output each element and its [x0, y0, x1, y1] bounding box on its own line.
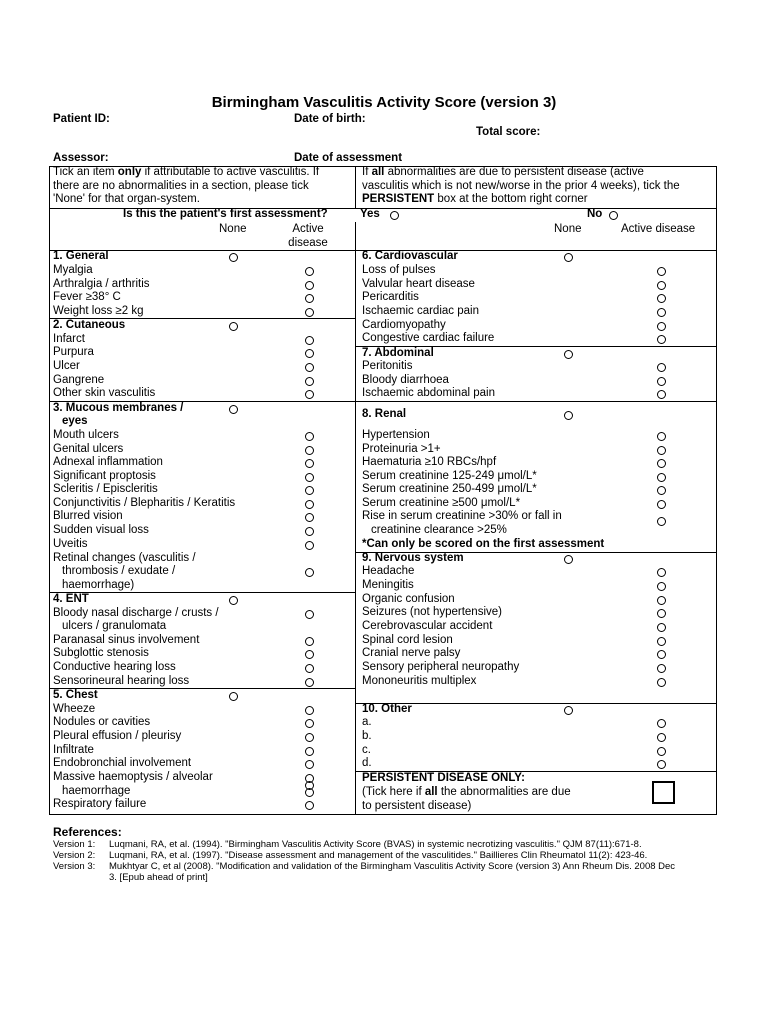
- item-infarct: Infarct: [53, 333, 85, 345]
- item-endobronchial-involvement: Endobronchial involvement: [53, 757, 192, 769]
- none-radio-4-ent[interactable]: [229, 596, 238, 605]
- none-radio-2-cutaneous[interactable]: [229, 322, 238, 331]
- item-blurred-vision: Blurred vision: [53, 510, 123, 522]
- persistent-text: (Tick here if all the abnormalities are due to persistent disease): [362, 786, 571, 812]
- item-genital-ulcers: Genital ulcers: [53, 443, 124, 455]
- active-radio-organic-confusion[interactable]: [657, 596, 666, 605]
- item-ulcers-granulomata: ulcers / granulomata: [62, 620, 167, 632]
- item-cranial-nerve-palsy: Cranial nerve palsy: [362, 647, 461, 659]
- reference-item: Version 3: Mukhtyar C, et al (2008). "Modification and validation of the Birmingham Vasculitis Activity Score (version 3) Ann Rheum Dis. 2008 Dec: [53, 861, 676, 872]
- none-radio-6-cardiovascular[interactable]: [564, 253, 573, 262]
- active-radio-adnexal-inflammation[interactable]: [305, 459, 314, 468]
- item-ulcer: Ulcer: [53, 360, 80, 372]
- active-radio-genital-ulcers[interactable]: [305, 446, 314, 455]
- active-radio-other-skin-vasculitis[interactable]: [305, 390, 314, 399]
- item-haematuria-10-rbcs-hpf: Haematuria ≥10 RBCs/hpf: [362, 456, 497, 468]
- active-radio-cardiomyopathy[interactable]: [657, 322, 666, 331]
- active-radio-b[interactable]: [657, 733, 666, 742]
- active-radio-proteinuria-1[interactable]: [657, 446, 666, 455]
- first-assessment-yes-label: Yes: [360, 208, 380, 220]
- item-congestive-cardiac-failure: Congestive cardiac failure: [362, 332, 495, 344]
- left-active-header: Active disease: [288, 223, 328, 249]
- section-title-4-ent: 4. ENT: [53, 593, 89, 605]
- item-retinal-changes-vasculitis: Retinal changes (vasculitis /: [53, 552, 196, 564]
- active-radio-a[interactable]: [657, 719, 666, 728]
- item-bloody-diarrhoea: Bloody diarrhoea: [362, 374, 449, 386]
- active-radio-mononeuritis-multiplex[interactable]: [657, 678, 666, 687]
- item-myalgia: Myalgia: [53, 264, 93, 276]
- none-radio-8-renal[interactable]: [564, 411, 573, 420]
- item-creatinine-clearance-25: creatinine clearance >25%: [371, 524, 507, 536]
- item-haemorrhage: haemorrhage): [62, 579, 135, 591]
- date-assessment-label: Date of assessment: [294, 152, 403, 164]
- item-cardiomyopathy: Cardiomyopathy: [362, 319, 446, 331]
- active-radio-peritonitis[interactable]: [657, 363, 666, 372]
- left-none-header: None: [219, 223, 247, 235]
- active-radio-uveitis[interactable]: [305, 541, 314, 550]
- persistent-title: PERSISTENT DISEASE ONLY:: [362, 772, 525, 784]
- active-radio-congestive-cardiac-failure[interactable]: [657, 335, 666, 344]
- active-radio-serum-creatinine-500-mol-l[interactable]: [657, 500, 666, 509]
- item-respiratory-failure: Respiratory failure: [53, 798, 147, 810]
- section-title-continued: eyes: [62, 415, 88, 427]
- item-subglottic-stenosis: Subglottic stenosis: [53, 647, 149, 659]
- item-infiltrate: Infiltrate: [53, 744, 94, 756]
- item-uveitis: Uveitis: [53, 538, 88, 550]
- item-seizures-not-hypertensive: Seizures (not hypertensive): [362, 606, 502, 618]
- item-weight-loss-2-kg: Weight loss ≥2 kg: [53, 305, 144, 317]
- active-radio-gangrene[interactable]: [305, 377, 314, 386]
- item-wheeze: Wheeze: [53, 703, 96, 715]
- active-radio-sudden-visual-loss[interactable]: [305, 527, 314, 536]
- active-radio-bloody-nasal-discharge-crusts[interactable]: [305, 610, 314, 619]
- active-radio-significant-proptosis[interactable]: [305, 473, 314, 482]
- active-radio-paranasal-sinus-involvement[interactable]: [305, 637, 314, 646]
- active-radio-nodules-or-cavities[interactable]: [305, 719, 314, 728]
- item-conjunctivitis-blepharitis-keratitis: Conjunctivitis / Blepharitis / Keratitis: [53, 497, 236, 509]
- active-radio-meningitis[interactable]: [657, 582, 666, 591]
- none-radio-3-mucous-membranes[interactable]: [229, 405, 238, 414]
- active-radio-spinal-cord-lesion[interactable]: [657, 637, 666, 646]
- active-radio-d[interactable]: [657, 760, 666, 769]
- item-sudden-visual-loss: Sudden visual loss: [53, 524, 149, 536]
- item-rise-in-serum-creatinine-30-or-fall-in: Rise in serum creatinine >30% or fall in: [362, 510, 562, 522]
- first-assessment-question: Is this the patient's first assessment?: [123, 208, 328, 220]
- item-gangrene: Gangrene: [53, 374, 105, 386]
- item-arthralgia-arthritis: Arthralgia / arthritis: [53, 278, 150, 290]
- active-radio-haematuria-10-rbcs-hpf[interactable]: [657, 459, 666, 468]
- active-radio-fever-38-c[interactable]: [305, 294, 314, 303]
- section-title-1-general: 1. General: [53, 250, 109, 262]
- renal-note: *Can only be scored on the first assessment: [362, 538, 605, 550]
- item-pleural-effusion-pleurisy: Pleural effusion / pleurisy: [53, 730, 182, 742]
- item-other-skin-vasculitis: Other skin vasculitis: [53, 387, 156, 399]
- active-radio-subglottic-stenosis[interactable]: [305, 650, 314, 659]
- item-meningitis: Meningitis: [362, 579, 414, 591]
- item-mouth-ulcers: Mouth ulcers: [53, 429, 119, 441]
- active-radio-sensorineural-hearing-loss[interactable]: [305, 678, 314, 687]
- section-title-6-cardiovascular: 6. Cardiovascular: [362, 250, 458, 262]
- section-title-3-mucous-membranes: 3. Mucous membranes /: [53, 402, 184, 414]
- active-radio-scleritis-episcleritis[interactable]: [305, 486, 314, 495]
- first-assessment-no-radio[interactable]: [609, 211, 618, 220]
- item-valvular-heart-disease: Valvular heart disease: [362, 278, 475, 290]
- item-pericarditis: Pericarditis: [362, 291, 419, 303]
- active-radio-respiratory-failure[interactable]: [305, 801, 314, 810]
- active-radio-conductive-hearing-loss[interactable]: [305, 664, 314, 673]
- item-significant-proptosis: Significant proptosis: [53, 470, 156, 482]
- item-c: c.: [362, 744, 371, 756]
- chest-massive-haemoptysis-circle-2[interactable]: [305, 781, 314, 790]
- instructions-right: If all abnormalities are due to persistent disease (active vasculitis which is not new/worse in the prior 4 weeks), tick the PERSISTENT box at the bottom right corner: [362, 166, 680, 206]
- item-peritonitis: Peritonitis: [362, 360, 413, 372]
- active-radio-purpura[interactable]: [305, 349, 314, 358]
- first-assessment-yes-radio[interactable]: [390, 211, 399, 220]
- item-paranasal-sinus-involvement: Paranasal sinus involvement: [53, 634, 200, 646]
- right-active-header: Active disease: [621, 223, 696, 235]
- active-radio-seizures-not-hypertensive[interactable]: [657, 609, 666, 618]
- active-radio-hypertension[interactable]: [657, 432, 666, 441]
- total-score-label: Total score:: [476, 126, 541, 138]
- item-adnexal-inflammation: Adnexal inflammation: [53, 456, 163, 468]
- item-proteinuria-1: Proteinuria >1+: [362, 443, 441, 455]
- item-organic-confusion: Organic confusion: [362, 593, 455, 605]
- item-purpura: Purpura: [53, 346, 94, 358]
- assessor-label: Assessor:: [53, 152, 109, 164]
- item-hypertension: Hypertension: [362, 429, 430, 441]
- item-ischaemic-cardiac-pain: Ischaemic cardiac pain: [362, 305, 479, 317]
- section-title-5-chest: 5. Chest: [53, 689, 98, 701]
- item-haemorrhage: haemorrhage: [62, 785, 131, 797]
- references-title: References:: [53, 825, 122, 839]
- active-radio-infiltrate[interactable]: [305, 747, 314, 756]
- references-list: [53, 839, 675, 883]
- reference-item: 3. [Epub ahead of print]: [109, 872, 208, 883]
- item-serum-creatinine-250-499-mol-l: Serum creatinine 250-499 μmol/L*: [362, 483, 537, 495]
- persistent-checkbox[interactable]: [652, 781, 675, 804]
- active-radio-pericarditis[interactable]: [657, 294, 666, 303]
- active-radio-mouth-ulcers[interactable]: [305, 432, 314, 441]
- active-radio-myalgia[interactable]: [305, 267, 314, 276]
- active-radio-ischaemic-abdominal-pain[interactable]: [657, 390, 666, 399]
- item-nodules-or-cavities: Nodules or cavities: [53, 716, 151, 728]
- item-bloody-nasal-discharge-crusts: Bloody nasal discharge / crusts /: [53, 607, 219, 619]
- active-radio-serum-creatinine-125-249-mol-l[interactable]: [657, 473, 666, 482]
- active-radio-cranial-nerve-palsy[interactable]: [657, 650, 666, 659]
- patient-id-label: Patient ID:: [53, 113, 110, 125]
- none-radio-1-general[interactable]: [229, 253, 238, 262]
- active-radio-thrombosis-exudate[interactable]: [305, 568, 314, 577]
- item-thrombosis-exudate: thrombosis / exudate /: [62, 565, 176, 577]
- active-radio-weight-loss-2-kg[interactable]: [305, 308, 314, 317]
- none-radio-5-chest[interactable]: [229, 692, 238, 701]
- none-radio-10-other[interactable]: [564, 706, 573, 715]
- none-radio-7-abdominal[interactable]: [564, 350, 573, 359]
- active-radio-wheeze[interactable]: [305, 706, 314, 715]
- active-radio-headache[interactable]: [657, 568, 666, 577]
- active-radio-cerebrovascular-accident[interactable]: [657, 623, 666, 632]
- item-serum-creatinine-500-mol-l: Serum creatinine ≥500 μmol/L*: [362, 497, 521, 509]
- renal-creatinine-rise-circle[interactable]: [657, 517, 666, 526]
- section-title-9-nervous-system: 9. Nervous system: [362, 552, 464, 564]
- reference-item: Version 2: Luqmani, RA, et al. (1997). "Disease assessment and management of the vasculitides." Baillieres Clin Rheumatol 11(2): 423-46.: [53, 850, 648, 861]
- item-cerebrovascular-accident: Cerebrovascular accident: [362, 620, 493, 632]
- reference-item: Version 1: Luqmani, RA, et al. (1994). "Birmingham Vasculitis Activity Score (BVAS) in systemic necrotizing vasculitis." QJM 87(11):671-8.: [53, 839, 642, 850]
- active-radio-endobronchial-involvement[interactable]: [305, 760, 314, 769]
- page-title: Birmingham Vasculitis Activity Score (version 3): [211, 94, 557, 111]
- section-title-8-renal: 8. Renal: [362, 408, 407, 420]
- active-radio-bloody-diarrhoea[interactable]: [657, 377, 666, 386]
- dob-label: Date of birth:: [294, 113, 366, 125]
- item-sensorineural-hearing-loss: Sensorineural hearing loss: [53, 675, 190, 687]
- item-serum-creatinine-125-249-mol-l: Serum creatinine 125-249 μmol/L*: [362, 470, 537, 482]
- section-title-10-other: 10. Other: [362, 703, 412, 715]
- section-title-7-abdominal: 7. Abdominal: [362, 347, 434, 359]
- item-spinal-cord-lesion: Spinal cord lesion: [362, 634, 453, 646]
- active-radio-c[interactable]: [657, 747, 666, 756]
- active-radio-pleural-effusion-pleurisy[interactable]: [305, 733, 314, 742]
- item-mononeuritis-multiplex: Mononeuritis multiplex: [362, 675, 477, 687]
- first-assessment-no-label: No: [587, 208, 603, 220]
- item-d: d.: [362, 757, 372, 769]
- item-massive-haemoptysis-alveolar: Massive haemoptysis / alveolar: [53, 771, 213, 783]
- active-radio-ischaemic-cardiac-pain[interactable]: [657, 308, 666, 317]
- active-radio-loss-of-pulses[interactable]: [657, 267, 666, 276]
- instructions-left: Tick an item only if attributable to active vasculitis. If there are no abnormalities in a section, please tick 'None' for that organ-system.: [53, 166, 320, 206]
- item-ischaemic-abdominal-pain: Ischaemic abdominal pain: [362, 387, 495, 399]
- item-headache: Headache: [362, 565, 415, 577]
- active-radio-ulcer[interactable]: [305, 363, 314, 372]
- none-radio-9-nervous-system[interactable]: [564, 555, 573, 564]
- active-radio-serum-creatinine-250-499-mol-l[interactable]: [657, 486, 666, 495]
- item-a: a.: [362, 716, 372, 728]
- item-sensory-peripheral-neuropathy: Sensory peripheral neuropathy: [362, 661, 520, 673]
- active-radio-sensory-peripheral-neuropathy[interactable]: [657, 664, 666, 673]
- section-title-2-cutaneous: 2. Cutaneous: [53, 319, 126, 331]
- active-radio-valvular-heart-disease[interactable]: [657, 281, 666, 290]
- item-conductive-hearing-loss: Conductive hearing loss: [53, 661, 176, 673]
- item-fever-38-c: Fever ≥38° C: [53, 291, 121, 303]
- right-none-header: None: [554, 223, 582, 235]
- active-radio-conjunctivitis-blepharitis-keratitis[interactable]: [305, 500, 314, 509]
- active-radio-infarct[interactable]: [305, 336, 314, 345]
- item-loss-of-pulses: Loss of pulses: [362, 264, 436, 276]
- item-b: b.: [362, 730, 372, 742]
- active-radio-arthralgia-arthritis[interactable]: [305, 281, 314, 290]
- item-scleritis-episcleritis: Scleritis / Episcleritis: [53, 483, 158, 495]
- active-radio-blurred-vision[interactable]: [305, 513, 314, 522]
